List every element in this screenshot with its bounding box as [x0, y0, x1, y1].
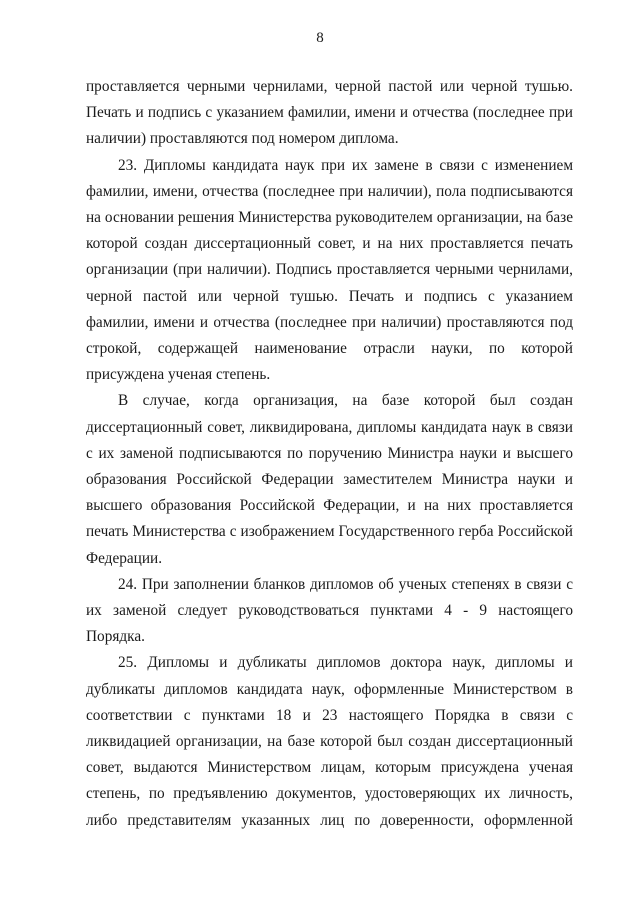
paragraph-continuation: проставляется черными чернилами, черной пастой или черной тушью. Печать и подпись с указанием фамилии, имени и отчества (последнее при наличии) проставляются под номером диплома.	[86, 78, 573, 148]
paragraph-25: 25. Дипломы и дубликаты дипломов доктора наук, дипломы и дубликаты дипломов кандидата наук, оформленные Министерством в соответствии с пунктами 18 и 23 настоящего Порядка в связи с ликвидацией организации, на базе которой был создан диссертационный совет, выдаются Министерством лицам, которым присуждена ученая степень, по предъявлению документов, удостоверяющих их личность, либо представителям указанных лиц по доверенности, оформленной	[86, 654, 573, 829]
paragraph-24: 24. При заполнении бланков дипломов об ученых степенях в связи с их заменой следует руководствоваться пунктами 4 - 9 настоящего Порядка.	[86, 575, 573, 646]
paragraph-23: 23. Дипломы кандидата наук при их замене в связи с изменением фамилии, имени, отчества (последнее при наличии), пола подписываются на основании решения Министерства руководителем организации, на базе которой создан диссертационный совет, и на них проставляется печать организации (при наличии). Подпись проставляется черными чернилами, черной пастой или черной тушью. Печать и подпись с указанием фамилии, имени и отчества (последнее при наличии) проставляются под строкой, содержащей наименование отрасли науки, по которой присуждена ученая степень.	[86, 156, 573, 384]
page-number: 8	[316, 30, 324, 46]
paragraph-liquidation-case: В случае, когда организация, на базе которой был создан диссертационный совет, ликвидирована, дипломы кандидата наук в связи с их заменой подписываются по поручению Министра науки и высшего образования Российской Федерации заместителем Министра науки и высшего образования Российской Федерации, и на них проставляется печать Министерства с изображением Государственного герба Российской Федерации.	[86, 392, 573, 567]
document-body	[86, 74, 573, 834]
